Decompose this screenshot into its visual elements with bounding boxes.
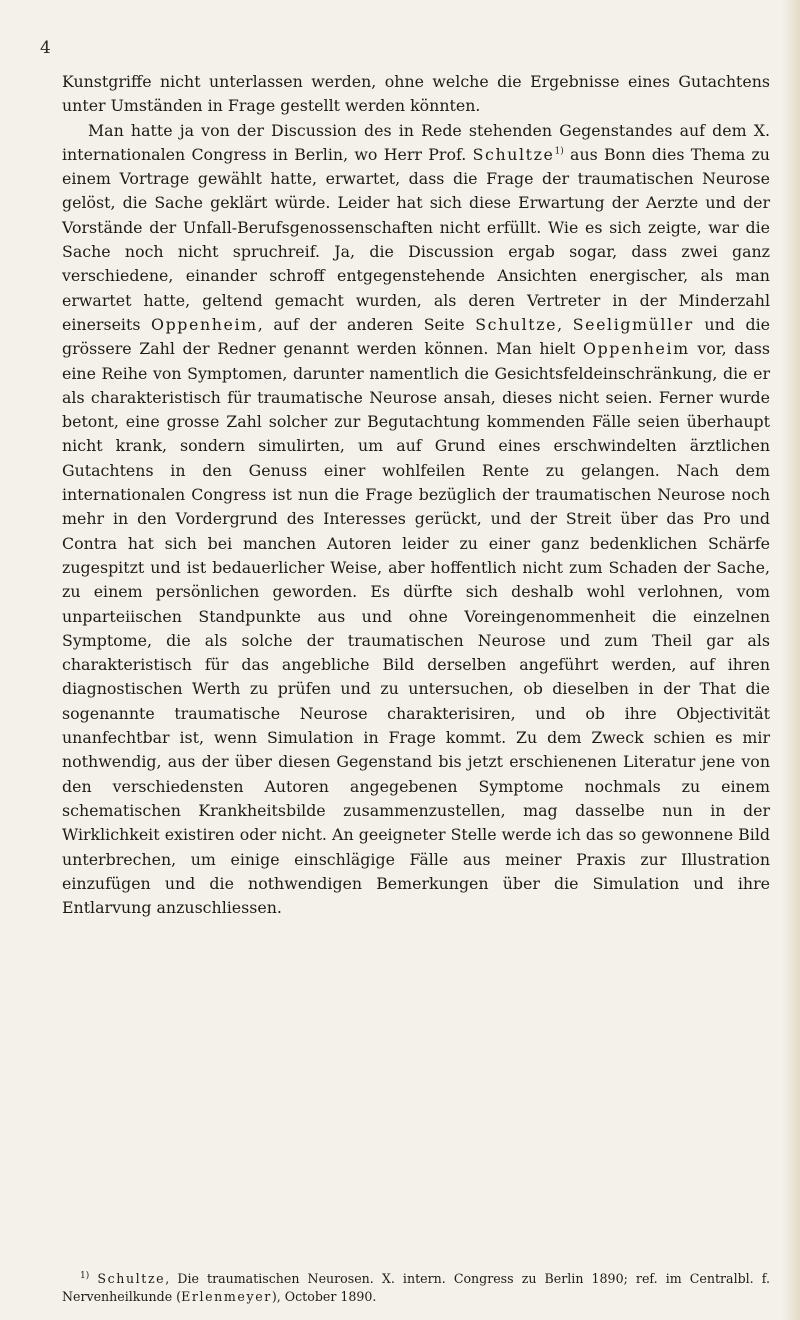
paragraph-2-text-a: Man hatte ja von der Discussion des in Rede stehenden Gegenstandes auf dem X. internationalen Congress in Berlin, wo Herr Prof. bbox=[62, 120, 770, 164]
footnote-reference[interactable]: 1) bbox=[554, 146, 564, 157]
paragraph-2-text-e: und die grössere Zahl der Redner genannt werden können. Man hielt bbox=[62, 314, 770, 359]
footnote-author: Schultze bbox=[97, 1271, 166, 1286]
main-text bbox=[62, 70, 770, 920]
footnote-text bbox=[62, 1270, 770, 1306]
footnote-text-a: , Die traumatischen Neurosen. X. intern. Congress zu Berlin 1890; ref. im Centralbl. f. Nervenheilkunde ( bbox=[62, 1271, 770, 1304]
author-name-oppenheim: Oppenheim bbox=[583, 339, 690, 359]
paragraph-2-text-b: aus Bonn dies Thema zu einem Vortrage gewählt hatte, erwartet, dass die Frage der traumatischen Neurose gelöst, die Sache geklärt würde. Leider hat sich diese Erwartung der Aerzte und der Vorstände der Unfall-Berufsgenossenschaften nicht erfüllt. Wie es sich zeigte, war die Sache noch nicht spruchreif. Ja, die Discussion ergab sogar, dass zwei ganz verschiedene, einander schroff entgegenstehende Ansichten energischer, als man erwartet hatte, geltend gemacht wurden, als deren Vertreter in der Minderzahl einerseits bbox=[62, 144, 770, 334]
footnote-publisher: Erlenmeyer bbox=[181, 1289, 272, 1304]
author-name-oppenheim: Oppenheim bbox=[151, 314, 258, 334]
footnote-text-b: ), October 1890. bbox=[271, 1289, 377, 1304]
paragraph-2 bbox=[62, 119, 770, 921]
paragraph-2-text-f: vor, dass eine Reihe von Symptomen, darunter namentlich die Gesichtsfeldeinschränkung, die er als charakteristisch für traumatische Neurose ansah, dieses nicht seien. Ferner wurde betont, eine grosse Zahl solcher zur Begutachtung kommenden Fälle seien überhaupt nicht krank, sondern simulirten, um auf Grund eines erschwindelten ärztlichen Gutachtens in den Genuss einer wohlfeilen Rente zu gelangen. Nach dem internationalen Congress ist nun die Frage bezüglich der traumatischen Neurose noch mehr in den Vordergrund des Interesses gerückt, und der Streit über das Pro und Contra hat sich bei manchen Autoren leider zu einer ganz bedenklichen Schärfe zugespitzt und ist bedauerlicher Weise, aber hoffentlich nicht zum Schaden der Sache, zu einem persönlichen geworden. Es dürfte sich deshalb wohl verlohnen, vom unparteiischen Standpunkte aus und ohne Voreingenommenheit die einzelnen Symptome, die als solche der traumatischen Neurose und zum Theil gar als charakteristisch für das angebliche Bild derselben angeführt werden, auf ihren diagnostischen Werth zu prüfen und zu untersuchen, ob dieselben in der That die sogenannte traumatische Neurose charakterisiren, und ob ihre Objectivität unanfechtbar ist, wenn Simulation in Frage kommt. Zu dem Zweck schien es mir nothwendig, aus der über diesen Gegenstand bis jetzt erschienenen Literatur jene von den verschiedensten Autoren angegebenen Symptome nochmals zu einem schematischen Krankheitsbilde zusammenzustellen, mag dasselbe nun in der Wirklichkeit existiren oder nicht. An geeigneter Stelle werde ich das so gewonnene Bild unterbrechen, um einige einschlägige Fälle aus meiner Praxis zur Illustration einzufügen und die nothwendigen Bemerkungen über die Simulation und ihre Entlarvung anzuschliessen. bbox=[62, 339, 770, 918]
author-name-schultze: Schultze bbox=[472, 144, 555, 164]
author-name-seeligmueller: Seeligmüller bbox=[572, 314, 694, 334]
paragraph-2-text-d: , bbox=[557, 314, 573, 334]
footnote-marker: 1) bbox=[80, 1270, 90, 1281]
footnote bbox=[62, 1270, 770, 1306]
page-number: 4 bbox=[40, 38, 51, 58]
page-edge-shadow bbox=[782, 0, 800, 1320]
author-name-schultze: Schultze bbox=[475, 314, 558, 334]
paragraph-1: Kunstgriffe nicht unterlassen werden, ohne welche die Ergebnisse eines Gutachtens unter Umständen in Frage gestellt werden könnten. bbox=[62, 72, 770, 116]
paragraph-2-text-c: , auf der anderen Seite bbox=[257, 314, 476, 334]
